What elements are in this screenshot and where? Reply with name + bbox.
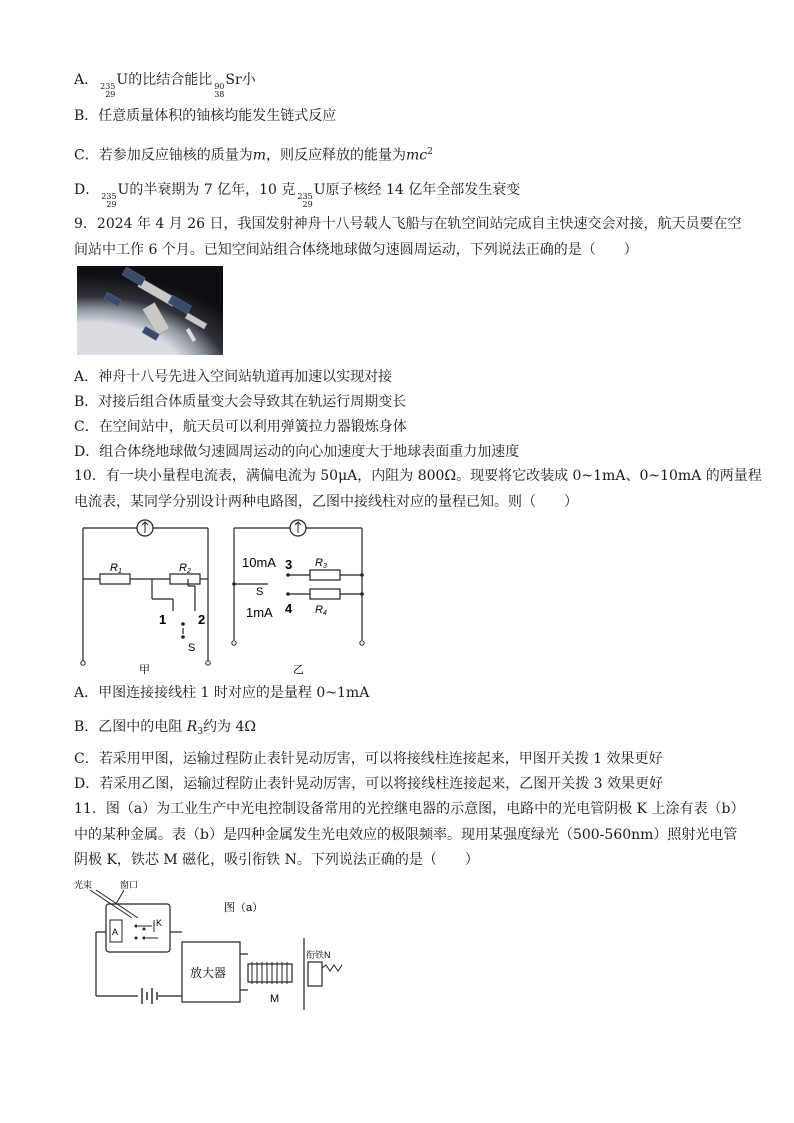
resistor-symbol: R — [186, 719, 198, 735]
isotope-u235: 235 29 — [297, 192, 313, 209]
resistor-label-r2: R2 — [179, 562, 191, 575]
element-symbol: U — [313, 182, 326, 198]
option-text: 的比结合能比 — [128, 72, 213, 88]
figure-caption-a: 图（a） — [224, 902, 264, 914]
cathode-label: K — [156, 918, 163, 928]
q8-option-a[interactable] — [74, 71, 256, 99]
option-text: 原子核经 14 亿年全部发生衰变 — [325, 182, 521, 198]
figure-caption-jia: 甲 — [139, 664, 150, 676]
light-beam-label: 光束 — [74, 880, 93, 890]
element-symbol: U — [116, 72, 129, 88]
option-label: A． — [74, 72, 99, 88]
terminal-3-label: 3 — [285, 557, 293, 572]
q9-option-a[interactable]: A．神舟十八号先进入空间站轨道再加速以实现对接 — [74, 369, 393, 385]
armature-label: 衔铁N — [306, 950, 331, 960]
isotope-u235: 235 29 — [100, 82, 116, 99]
q10-option-a[interactable]: A．甲图连接接线柱 1 时对应的是量程 0~1mA — [74, 685, 370, 701]
option-label: D． — [74, 182, 100, 198]
q11-stem-line3: 阴极 K，铁芯 M 磁化，吸引衔铁 N。下列说法正确的是（ ） — [74, 852, 479, 868]
isotope-u235: 235 29 — [101, 192, 117, 209]
formula-mc2: mc — [406, 147, 428, 164]
q8-option-b[interactable]: B．任意质量体积的铀核均能发生链式反应 — [74, 108, 337, 124]
isotope-sr90: 90 38 — [214, 82, 225, 99]
space-station-photo — [77, 266, 223, 355]
q8-option-c[interactable] — [74, 143, 433, 165]
q9-stem-line2: 间站中工作 6 个月。已知空间站组合体绕地球做匀速圆周运动，下列说法正确的是（ ） — [74, 242, 638, 258]
variable-m: m — [252, 147, 266, 164]
iron-core-label: M — [270, 993, 280, 1005]
range-label-10ma: 10mA — [242, 555, 276, 570]
q10-stem-line1: 10．有一块小量程电流表，满偏电流为 50μA，内阻为 800Ω。现要将它改装成 0~1mA、0~10mA 的两量程 — [74, 468, 762, 484]
option-text: 小 — [241, 72, 256, 88]
amplifier-label: 放大器 — [190, 966, 227, 980]
element-symbol: U — [117, 182, 130, 198]
window-label: 窗口 — [120, 880, 139, 890]
switch-label: S — [256, 586, 264, 598]
option-text: C．若参加反应铀核的质量为 — [74, 147, 253, 164]
circuit-diagram-yi — [222, 516, 370, 676]
option-text: 约为 4Ω — [203, 719, 256, 735]
terminal-2-label: 2 — [198, 612, 206, 627]
exponent: 2 — [427, 147, 433, 157]
terminal-4-label: 4 — [285, 601, 293, 616]
q8-option-d[interactable] — [74, 181, 520, 209]
q9-option-c[interactable]: C．在空间站中，航天员可以利用弹簧拉力器锻炼身体 — [74, 419, 407, 435]
q9-option-d[interactable]: D．组合体绕地球做匀速圆周运动的向心加速度大于地球表面重力加速度 — [74, 444, 520, 460]
resistor-subscript: 3 — [197, 727, 204, 737]
option-text: B．乙图中的电阻 — [74, 719, 187, 735]
q11-stem-line2: 中的某种金属。表（b）是四种金属发生光电效应的极限频率。现用某强度绿光（500-560nm）照射光电管 — [74, 827, 738, 843]
q9-option-b[interactable]: B．对接后组合体质量变大会导致其在轨运行周期变长 — [74, 394, 407, 410]
q10-stem-line2: 电流表，某同学分别设计两种电路图，乙图中接线柱对应的量程已知。则（ ） — [74, 494, 578, 510]
resistor-label-r3: R3 — [315, 557, 327, 570]
range-label-1ma: 1mA — [246, 605, 273, 620]
option-text: ，则反应释放的能量为 — [266, 147, 406, 164]
figure-caption-yi: 乙 — [293, 664, 304, 676]
photo-relay-diagram — [72, 876, 352, 1016]
q9-stem-line1: 9．2024 年 4 月 26 日，我国发射神舟十八号载人飞船与在轨空间站完成自主快速交会对接，航天员要在空 — [74, 216, 742, 232]
switch-label: S — [188, 642, 196, 654]
q10-option-c[interactable]: C．若采用甲图，运输过程防止表针晃动厉害，可以将接线柱连接起来，甲图开关拨 1 效果更好 — [74, 751, 663, 767]
q10-option-d[interactable]: D．若采用乙图，运输过程防止表针晃动厉害，可以将接线柱连接起来，乙图开关拨 3 效果更好 — [74, 776, 664, 792]
q10-option-b[interactable] — [74, 718, 256, 741]
option-text: 的半衰期为 7 亿年，10 克 — [129, 182, 296, 198]
element-symbol: Sr — [225, 72, 242, 88]
resistor-label-r1: R1 — [110, 562, 122, 575]
anode-label: A — [112, 927, 119, 937]
terminal-1-label: 1 — [159, 612, 167, 627]
resistor-label-r4: R4 — [315, 604, 327, 617]
circuit-diagram-jia — [70, 516, 220, 676]
q11-stem-line1: 11．图（a）为工业生产中光电控制设备常用的光控继电器的示意图，电路中的光电管阴极 K 上涂有表（b） — [74, 801, 745, 817]
